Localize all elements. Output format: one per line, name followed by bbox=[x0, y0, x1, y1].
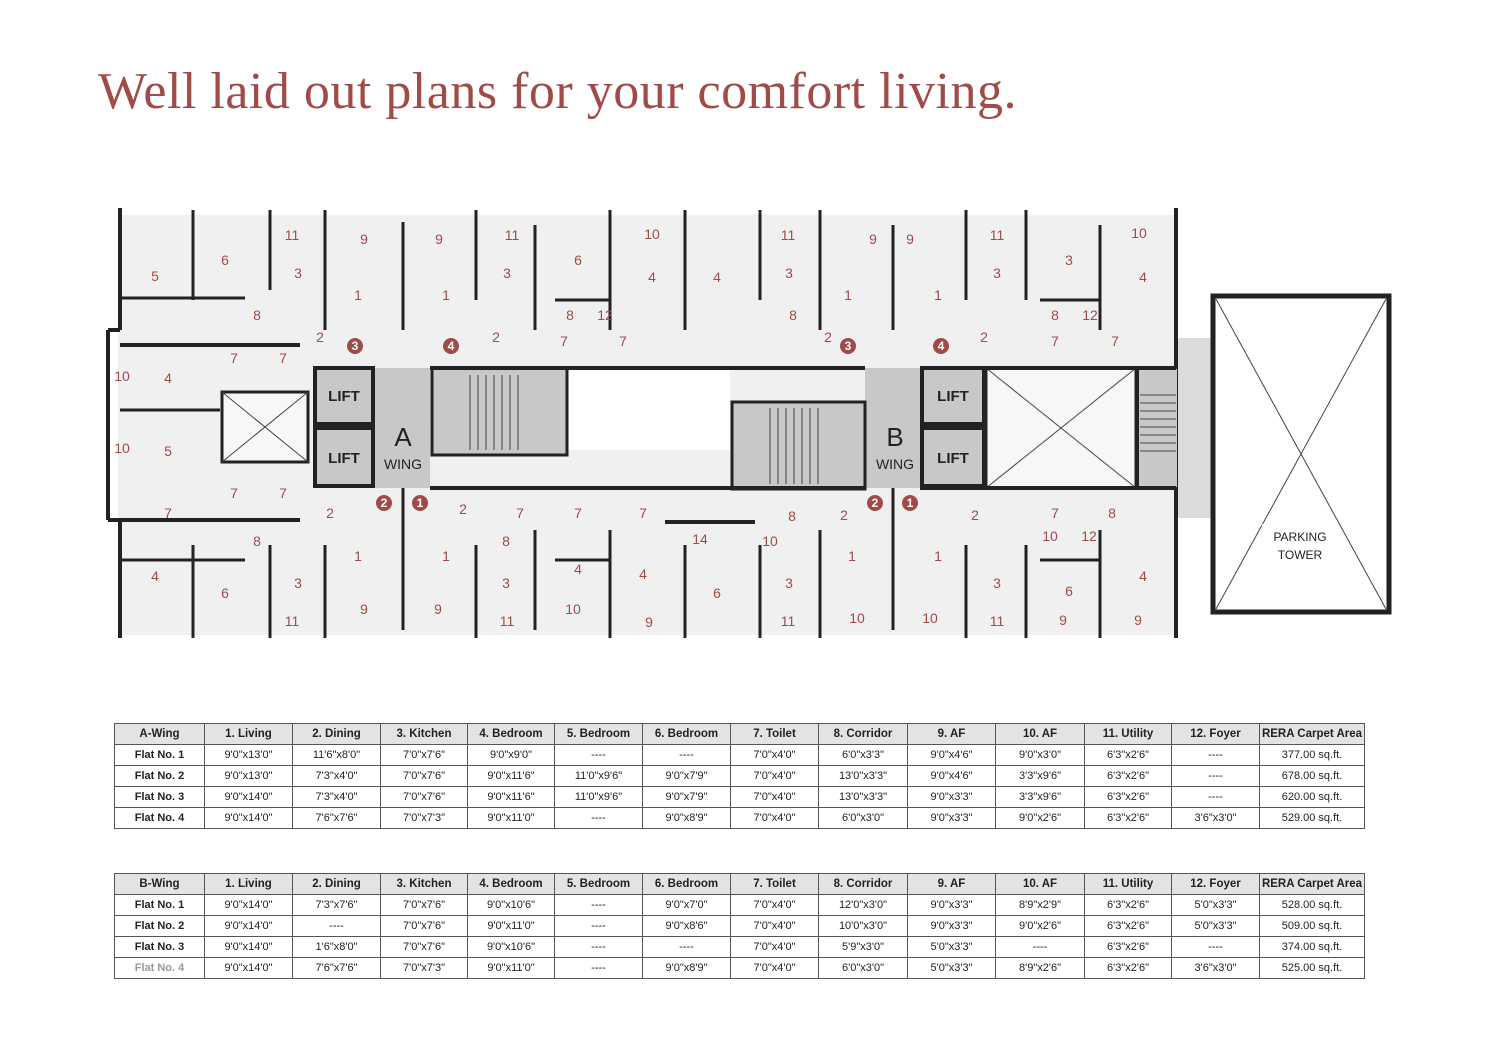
column-header: 10. AF bbox=[996, 724, 1085, 745]
svg-text:8: 8 bbox=[1108, 505, 1116, 521]
svg-text:7: 7 bbox=[619, 333, 627, 349]
column-header: RERA Carpet Area bbox=[1260, 874, 1365, 895]
svg-text:3: 3 bbox=[844, 339, 852, 353]
svg-text:11: 11 bbox=[284, 227, 300, 243]
svg-text:9: 9 bbox=[1059, 612, 1067, 628]
svg-text:6: 6 bbox=[221, 585, 229, 601]
svg-text:2: 2 bbox=[840, 507, 848, 523]
table-cell: 7'0"x7'3" bbox=[381, 808, 468, 829]
table-cell: 13'0"x3'3" bbox=[819, 766, 908, 787]
table-cell: 7'0"x4'0" bbox=[731, 787, 819, 808]
table-cell: 6'3"x2'6" bbox=[1085, 958, 1172, 979]
column-header: 1. Living bbox=[205, 874, 293, 895]
wing-a-letter: A bbox=[394, 422, 412, 452]
svg-text:2: 2 bbox=[316, 329, 324, 345]
table-cell: 7'3"x4'0" bbox=[293, 766, 381, 787]
svg-text:12: 12 bbox=[1082, 307, 1098, 323]
table-cell: 7'3"x4'0" bbox=[293, 787, 381, 808]
table-cell: 7'3"x7'6" bbox=[293, 895, 381, 916]
table-cell: 9'0"x9'0" bbox=[468, 745, 555, 766]
svg-text:11: 11 bbox=[499, 613, 515, 629]
svg-text:8: 8 bbox=[789, 307, 797, 323]
svg-text:11: 11 bbox=[989, 613, 1005, 629]
svg-text:6: 6 bbox=[1065, 583, 1073, 599]
column-header: RERA Carpet Area bbox=[1260, 724, 1365, 745]
column-header: 8. Corridor bbox=[819, 724, 908, 745]
svg-text:4: 4 bbox=[1139, 568, 1147, 584]
table-cell: 9'0"x8'6" bbox=[643, 916, 731, 937]
svg-text:8: 8 bbox=[253, 307, 261, 323]
svg-text:7: 7 bbox=[516, 505, 524, 521]
table-cell: 6'0"x3'0" bbox=[819, 958, 908, 979]
column-header: 6. Bedroom bbox=[643, 874, 731, 895]
lift-b-1 bbox=[922, 368, 984, 424]
svg-text:4: 4 bbox=[648, 269, 656, 285]
lift-label: LIFT bbox=[937, 450, 969, 467]
svg-text:9: 9 bbox=[434, 601, 442, 617]
table-cell: 3'6"x3'0" bbox=[1172, 958, 1260, 979]
svg-text:8: 8 bbox=[253, 533, 261, 549]
parking-tower bbox=[1213, 296, 1389, 612]
page-title: Well laid out plans for your comfort living. bbox=[98, 63, 1017, 120]
lift-label: LIFT bbox=[328, 388, 360, 405]
table-cell: 6'3"x2'6" bbox=[1085, 787, 1172, 808]
svg-text:2: 2 bbox=[492, 329, 500, 345]
table-cell: 7'0"x7'6" bbox=[381, 937, 468, 958]
table-cell: ---- bbox=[996, 937, 1085, 958]
column-header: 4. Bedroom bbox=[468, 724, 555, 745]
svg-text:1: 1 bbox=[844, 287, 852, 303]
table-cell: 9'0"x4'6" bbox=[908, 745, 996, 766]
table-cell: 7'0"x7'6" bbox=[381, 787, 468, 808]
svg-text:9: 9 bbox=[435, 231, 443, 247]
table-cell: 9'0"x2'6" bbox=[996, 808, 1085, 829]
table-cell: 7'0"x7'6" bbox=[381, 745, 468, 766]
lift-b-2 bbox=[922, 428, 984, 486]
table-cell: 9'0"x11'0" bbox=[468, 808, 555, 829]
table-cell: 10'0"x3'0" bbox=[819, 916, 908, 937]
wing-b-staircase bbox=[732, 402, 865, 489]
svg-text:1: 1 bbox=[354, 287, 362, 303]
table-cell: 12'0"x3'0" bbox=[819, 895, 908, 916]
svg-text:3: 3 bbox=[351, 339, 359, 353]
table-row bbox=[115, 895, 1365, 916]
table-cell: 9'0"x11'0" bbox=[468, 916, 555, 937]
table-cell: 9'0"x14'0" bbox=[205, 895, 293, 916]
svg-text:5: 5 bbox=[151, 268, 159, 284]
table-cell: 7'0"x4'0" bbox=[731, 895, 819, 916]
table-cell: 3'6"x3'0" bbox=[1172, 808, 1260, 829]
svg-text:3: 3 bbox=[993, 265, 1001, 281]
table-cell: ---- bbox=[555, 745, 643, 766]
parking-label-line1: PARKING bbox=[1273, 530, 1327, 544]
svg-text:4: 4 bbox=[639, 566, 647, 582]
table-cell: 528.00 sq.ft. bbox=[1260, 895, 1365, 916]
table-cell: ---- bbox=[555, 937, 643, 958]
table-cell: 9'0"x11'6" bbox=[468, 766, 555, 787]
wing-b-letter: B bbox=[886, 422, 904, 452]
table-cell: 7'0"x7'6" bbox=[381, 916, 468, 937]
svg-text:7: 7 bbox=[279, 485, 287, 501]
lift-a-2 bbox=[315, 428, 373, 486]
table-cell: ---- bbox=[1172, 745, 1260, 766]
flat-number-cell: Flat No. 2 bbox=[115, 766, 205, 787]
svg-text:7: 7 bbox=[1111, 333, 1119, 349]
svg-text:9: 9 bbox=[360, 231, 368, 247]
table-cell: 7'6"x7'6" bbox=[293, 808, 381, 829]
column-header: A-Wing bbox=[115, 724, 205, 745]
column-header: 4. Bedroom bbox=[468, 874, 555, 895]
table-cell: ---- bbox=[555, 958, 643, 979]
svg-text:10: 10 bbox=[762, 533, 778, 549]
svg-text:11: 11 bbox=[780, 227, 796, 243]
column-header: 12. Foyer bbox=[1172, 724, 1260, 745]
flat-number-cell: Flat No. 4 bbox=[115, 808, 205, 829]
table-cell: 9'0"x14'0" bbox=[205, 916, 293, 937]
svg-text:7: 7 bbox=[164, 505, 172, 521]
column-header: 8. Corridor bbox=[819, 874, 908, 895]
svg-text:2: 2 bbox=[871, 496, 879, 510]
table-cell: 9'0"x11'6" bbox=[468, 787, 555, 808]
wing-a-word: WING bbox=[383, 456, 423, 472]
table-cell: 9'0"x7'9" bbox=[643, 787, 731, 808]
shaft-left bbox=[222, 392, 308, 462]
table-cell: 7'0"x4'0" bbox=[731, 808, 819, 829]
table-cell: 9'0"x4'6" bbox=[908, 766, 996, 787]
wing-a-staircase bbox=[432, 368, 567, 455]
column-header: 1. Living bbox=[205, 724, 293, 745]
column-header: 7. Toilet bbox=[731, 874, 819, 895]
svg-text:4: 4 bbox=[164, 370, 172, 386]
table-cell: 529.00 sq.ft. bbox=[1260, 808, 1365, 829]
table-cell: 9'0"x8'9" bbox=[643, 808, 731, 829]
lift-a-1 bbox=[315, 368, 373, 424]
table-cell: 525.00 sq.ft. bbox=[1260, 958, 1365, 979]
flat-number-cell: Flat No. 1 bbox=[115, 895, 205, 916]
svg-text:3: 3 bbox=[1065, 252, 1073, 268]
table-cell: 7'0"x7'3" bbox=[381, 958, 468, 979]
table-cell: ---- bbox=[555, 916, 643, 937]
table-cell: ---- bbox=[643, 745, 731, 766]
table-cell: 1'6"x8'0" bbox=[293, 937, 381, 958]
table-cell: 7'6"x7'6" bbox=[293, 958, 381, 979]
table-cell: 11'6"x8'0" bbox=[293, 745, 381, 766]
svg-text:1: 1 bbox=[934, 287, 942, 303]
svg-text:12: 12 bbox=[597, 307, 613, 323]
table-cell: 620.00 sq.ft. bbox=[1260, 787, 1365, 808]
table-cell: 6'0"x3'3" bbox=[819, 745, 908, 766]
svg-text:3: 3 bbox=[785, 575, 793, 591]
svg-text:7: 7 bbox=[560, 333, 568, 349]
table-cell: 7'0"x4'0" bbox=[731, 916, 819, 937]
fire-stair-right bbox=[1138, 368, 1178, 488]
svg-text:7: 7 bbox=[1051, 505, 1059, 521]
table-cell: 6'3"x2'6" bbox=[1085, 916, 1172, 937]
table-cell: 9'0"x13'0" bbox=[205, 766, 293, 787]
column-header: 2. Dining bbox=[293, 874, 381, 895]
table-cell: 9'0"x3'3" bbox=[908, 808, 996, 829]
column-header: 6. Bedroom bbox=[643, 724, 731, 745]
a-wing-area-table bbox=[114, 723, 1365, 829]
svg-text:7: 7 bbox=[1051, 333, 1059, 349]
svg-text:8: 8 bbox=[566, 307, 574, 323]
table-cell: 7'0"x4'0" bbox=[731, 958, 819, 979]
svg-text:9: 9 bbox=[869, 231, 877, 247]
svg-text:1: 1 bbox=[354, 548, 362, 564]
column-header: 2. Dining bbox=[293, 724, 381, 745]
svg-text:3: 3 bbox=[993, 575, 1001, 591]
column-header: 9. AF bbox=[908, 874, 996, 895]
table-cell: 6'3"x2'6" bbox=[1085, 937, 1172, 958]
svg-text:7: 7 bbox=[279, 350, 287, 366]
svg-text:6: 6 bbox=[713, 585, 721, 601]
table-cell: 9'0"x14'0" bbox=[205, 958, 293, 979]
svg-text:10: 10 bbox=[922, 610, 938, 626]
svg-text:9: 9 bbox=[1134, 612, 1142, 628]
table-row bbox=[115, 937, 1365, 958]
parking-label-line2: TOWER bbox=[1277, 548, 1323, 562]
column-header: 5. Bedroom bbox=[555, 724, 643, 745]
svg-text:1: 1 bbox=[442, 287, 450, 303]
table-cell: ---- bbox=[1172, 766, 1260, 787]
svg-text:10: 10 bbox=[565, 601, 581, 617]
svg-text:6: 6 bbox=[574, 252, 582, 268]
svg-text:10: 10 bbox=[1042, 528, 1058, 544]
svg-text:4: 4 bbox=[574, 561, 582, 577]
svg-text:1: 1 bbox=[416, 496, 424, 510]
svg-text:3: 3 bbox=[502, 575, 510, 591]
svg-text:2: 2 bbox=[326, 505, 334, 521]
svg-text:11: 11 bbox=[504, 227, 520, 243]
svg-text:2: 2 bbox=[980, 329, 988, 345]
svg-text:10: 10 bbox=[849, 610, 865, 626]
svg-text:8: 8 bbox=[788, 508, 796, 524]
column-header: 3. Kitchen bbox=[381, 874, 468, 895]
table-cell: 9'0"x14'0" bbox=[205, 787, 293, 808]
table-cell: 5'0"x3'3" bbox=[1172, 916, 1260, 937]
svg-text:4: 4 bbox=[151, 568, 159, 584]
column-header: 10. AF bbox=[996, 874, 1085, 895]
table-cell: 3'3"x9'6" bbox=[996, 766, 1085, 787]
table-cell: ---- bbox=[643, 937, 731, 958]
table-cell: ---- bbox=[1172, 937, 1260, 958]
svg-text:10: 10 bbox=[114, 440, 130, 456]
column-header: 9. AF bbox=[908, 724, 996, 745]
table-cell: 6'3"x2'6" bbox=[1085, 808, 1172, 829]
table-cell: ---- bbox=[293, 916, 381, 937]
svg-text:8: 8 bbox=[1051, 307, 1059, 323]
svg-text:14: 14 bbox=[692, 531, 708, 547]
wing-b-word: WING bbox=[875, 456, 915, 472]
table-cell: 9'0"x3'3" bbox=[908, 916, 996, 937]
column-header: 11. Utility bbox=[1085, 724, 1172, 745]
table-cell: 7'0"x4'0" bbox=[731, 745, 819, 766]
svg-text:4: 4 bbox=[713, 269, 721, 285]
table-cell: 7'0"x4'0" bbox=[731, 937, 819, 958]
svg-text:3: 3 bbox=[294, 265, 302, 281]
table-cell: 13'0"x3'3" bbox=[819, 787, 908, 808]
table-cell: 7'0"x7'6" bbox=[381, 895, 468, 916]
table-cell: 7'0"x4'0" bbox=[731, 766, 819, 787]
svg-text:2: 2 bbox=[971, 507, 979, 523]
column-header: 11. Utility bbox=[1085, 874, 1172, 895]
svg-text:2: 2 bbox=[459, 501, 467, 517]
table-cell: 5'0"x3'3" bbox=[1172, 895, 1260, 916]
svg-text:1: 1 bbox=[442, 548, 450, 564]
svg-text:10: 10 bbox=[644, 226, 660, 242]
table-cell: 7'0"x7'6" bbox=[381, 766, 468, 787]
flat-number-cell: Flat No. 4 bbox=[115, 958, 205, 979]
column-header: 7. Toilet bbox=[731, 724, 819, 745]
svg-text:7: 7 bbox=[639, 505, 647, 521]
table-cell: 6'3"x2'6" bbox=[1085, 895, 1172, 916]
table-cell: 9'0"x7'9" bbox=[643, 766, 731, 787]
table-cell: 377.00 sq.ft. bbox=[1260, 745, 1365, 766]
svg-text:7: 7 bbox=[574, 505, 582, 521]
svg-text:4: 4 bbox=[1139, 269, 1147, 285]
table-cell: 509.00 sq.ft. bbox=[1260, 916, 1365, 937]
svg-text:3: 3 bbox=[785, 265, 793, 281]
table-row bbox=[115, 916, 1365, 937]
svg-text:5: 5 bbox=[164, 443, 172, 459]
column-header: B-Wing bbox=[115, 874, 205, 895]
table-cell: 9'0"x14'0" bbox=[205, 937, 293, 958]
table-cell: 3'3"x9'6" bbox=[996, 787, 1085, 808]
table-header-row bbox=[115, 724, 1365, 745]
column-header: 12. Foyer bbox=[1172, 874, 1260, 895]
svg-text:3: 3 bbox=[503, 265, 511, 281]
svg-text:4: 4 bbox=[937, 339, 945, 353]
svg-text:11: 11 bbox=[780, 613, 796, 629]
lift-label: LIFT bbox=[328, 450, 360, 467]
table-cell: 8'9"x2'9" bbox=[996, 895, 1085, 916]
svg-text:12: 12 bbox=[1081, 528, 1097, 544]
table-cell: 9'0"x13'0" bbox=[205, 745, 293, 766]
table-cell: ---- bbox=[1172, 787, 1260, 808]
table-cell: 5'0"x3'3" bbox=[908, 958, 996, 979]
svg-text:3: 3 bbox=[294, 575, 302, 591]
shaft-right bbox=[986, 368, 1136, 488]
table-header-row bbox=[115, 874, 1365, 895]
table-cell: 8'9"x2'6" bbox=[996, 958, 1085, 979]
table-cell: 9'0"x10'6" bbox=[468, 895, 555, 916]
svg-text:10: 10 bbox=[114, 368, 130, 384]
table-cell: 9'0"x8'9" bbox=[643, 958, 731, 979]
flat-number-cell: Flat No. 2 bbox=[115, 916, 205, 937]
table-cell: ---- bbox=[555, 808, 643, 829]
svg-text:8: 8 bbox=[502, 533, 510, 549]
table-cell: 9'0"x10'6" bbox=[468, 937, 555, 958]
svg-text:2: 2 bbox=[380, 496, 388, 510]
table-cell: 6'3"x2'6" bbox=[1085, 745, 1172, 766]
svg-text:9: 9 bbox=[645, 614, 653, 630]
column-header: 5. Bedroom bbox=[555, 874, 643, 895]
svg-text:4: 4 bbox=[447, 339, 455, 353]
table-cell: ---- bbox=[555, 895, 643, 916]
table-cell: 6'3"x2'6" bbox=[1085, 766, 1172, 787]
table-cell: 678.00 sq.ft. bbox=[1260, 766, 1365, 787]
table-cell: 5'0"x3'3" bbox=[908, 937, 996, 958]
lift-label: LIFT bbox=[937, 388, 969, 405]
svg-text:2: 2 bbox=[824, 329, 832, 345]
table-cell: 9'0"x3'3" bbox=[908, 787, 996, 808]
column-header: 3. Kitchen bbox=[381, 724, 468, 745]
svg-text:7: 7 bbox=[230, 350, 238, 366]
svg-text:9: 9 bbox=[906, 231, 914, 247]
table-row bbox=[115, 808, 1365, 829]
svg-text:1: 1 bbox=[906, 496, 914, 510]
table-cell: 374.00 sq.ft. bbox=[1260, 937, 1365, 958]
svg-text:1: 1 bbox=[848, 548, 856, 564]
table-cell: 9'0"x2'6" bbox=[996, 916, 1085, 937]
table-cell: 9'0"x3'3" bbox=[908, 895, 996, 916]
table-cell: 11'0"x9'6" bbox=[555, 766, 643, 787]
svg-text:6: 6 bbox=[221, 252, 229, 268]
table-cell: 9'0"x7'0" bbox=[643, 895, 731, 916]
table-cell: 5'9"x3'0" bbox=[819, 937, 908, 958]
table-row bbox=[115, 787, 1365, 808]
table-cell: 11'0"x9'6" bbox=[555, 787, 643, 808]
table-cell: 6'0"x3'0" bbox=[819, 808, 908, 829]
svg-text:9: 9 bbox=[360, 601, 368, 617]
table-row bbox=[115, 958, 1365, 979]
table-cell: 9'0"x11'0" bbox=[468, 958, 555, 979]
svg-text:11: 11 bbox=[989, 227, 1005, 243]
flat-number-cell: Flat No. 3 bbox=[115, 937, 205, 958]
table-cell: 9'0"x3'0" bbox=[996, 745, 1085, 766]
flat-number-cell: Flat No. 1 bbox=[115, 745, 205, 766]
table-row bbox=[115, 745, 1365, 766]
svg-text:1: 1 bbox=[934, 548, 942, 564]
b-wing-area-table bbox=[114, 873, 1365, 979]
flat-number-cell: Flat No. 3 bbox=[115, 787, 205, 808]
table-row bbox=[115, 766, 1365, 787]
svg-text:10: 10 bbox=[1131, 225, 1147, 241]
svg-text:11: 11 bbox=[284, 613, 300, 629]
table-cell: 9'0"x14'0" bbox=[205, 808, 293, 829]
svg-text:7: 7 bbox=[230, 485, 238, 501]
